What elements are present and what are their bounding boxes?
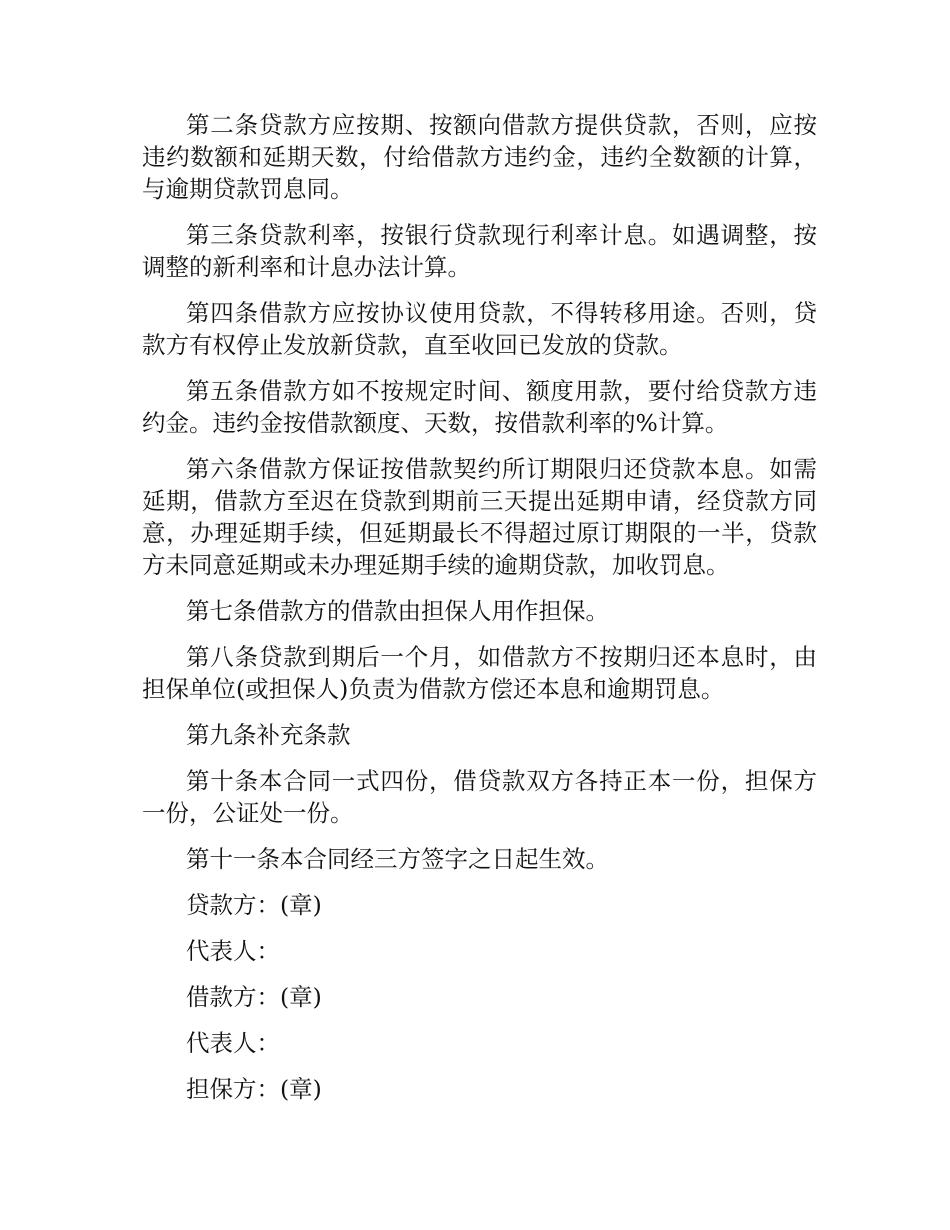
clause-6: 第六条借款方保证按借款契约所订期限归还贷款本息。如需延期，借款方至迟在贷款到期前三天提出延期申请，经贷款方同意，办理延期手续，但延期最长不得超过原订期限的一半，贷款方未同意延期或未办理延期手续的逾期贷款，加收罚息。 [142,455,817,579]
clause-2: 第二条贷款方应按期、按额向借款方提供贷款，否则，应按违约数额和延期天数，付给借款方违约金，违约全数额的计算，与逾期贷款罚息同。 [142,111,817,203]
borrower-signature: 借款方：(章) [186,983,322,1011]
clause-3: 第三条贷款利率，按银行贷款现行利率计息。如遇调整，按调整的新利率和计息办法计算。 [142,221,817,281]
guarantor-signature: 担保方：(章) [186,1075,322,1103]
contract-body [142,109,817,1119]
clause-9: 第九条补充条款 [186,721,351,749]
clause-4: 第四条借款方应按协议使用贷款，不得转移用途。否则，贷款方有权停止发放新贷款，直至收回已发放的贷款。 [142,299,817,359]
lender-signature: 贷款方：(章) [186,891,322,919]
lender-representative: 代表人： [186,937,280,965]
borrower-representative: 代表人： [186,1029,280,1057]
clause-5: 第五条借款方如不按规定时间、额度用款，要付给贷款方违约金。违约金按借款额度、天数，按借款利率的%计算。 [142,377,817,437]
clause-7: 第七条借款方的借款由担保人用作担保。 [186,597,609,625]
clause-8: 第八条贷款到期后一个月，如借款方不按期归还本息时，由担保单位(或担保人)负责为借款方偿还本息和逾期罚息。 [142,643,817,703]
clause-11: 第十一条本合同经三方签字之日起生效。 [186,845,609,873]
clause-10: 第十条本合同一式四份，借贷款双方各持正本一份，担保方一份，公证处一份。 [142,767,817,827]
